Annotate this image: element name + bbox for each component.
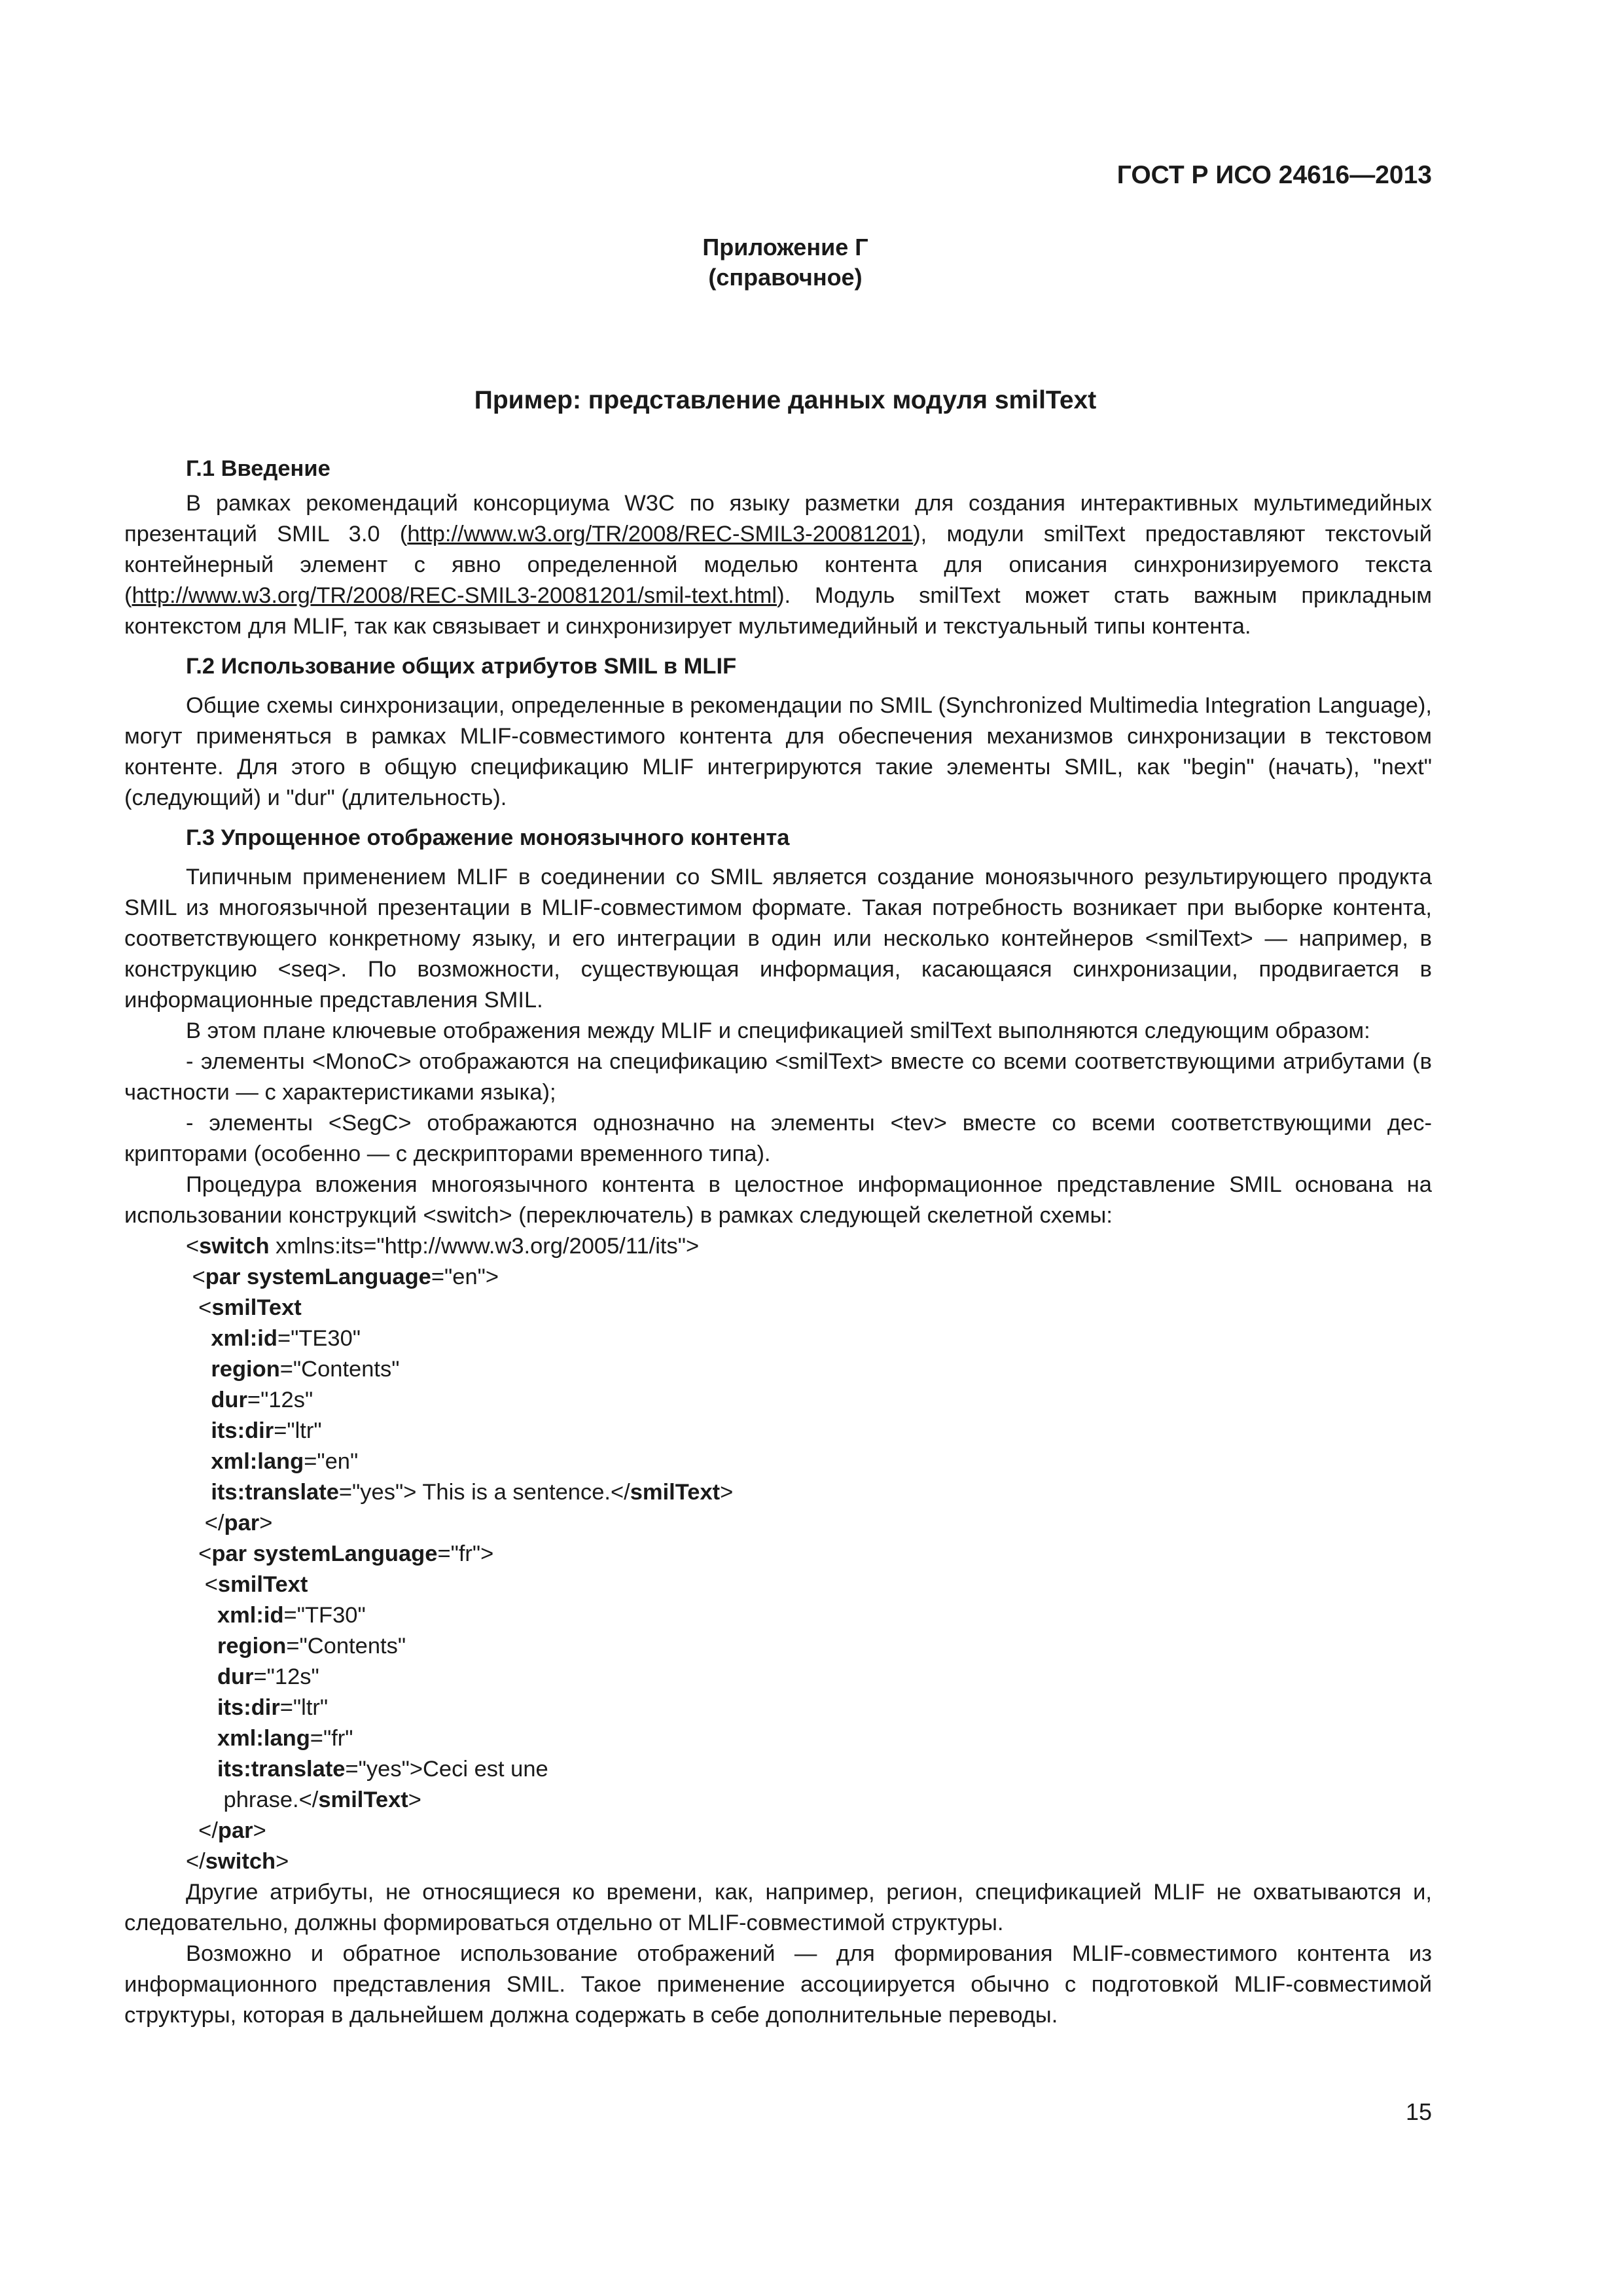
code-line: <smilText bbox=[186, 1295, 302, 1320]
standard-designation: ГОСТ Р ИСО 24616—2013 bbox=[1116, 161, 1432, 189]
code-line: region="Contents" bbox=[217, 1634, 406, 1659]
code-line: <par systemLanguage="fr"> bbox=[186, 1541, 494, 1566]
paragraph-mono-1: Типичным применением MLIF в соединении со SMIL является создание моноязычного результирующего продукта SMIL из многоязычной презентации в MLIF-совместимом формате. Такая потребность возникает при выборке контента, соответствующего конкретному языку, и его интеграции в один или несколько контейнеров <smilText> — например, в конструкцию <seq>. По возможности, существующая информация, касающаяся синхронизации, продвигается в информационные представления SMIL. bbox=[124, 865, 1432, 1013]
list-item-monoc: - элементы <MonoC> отображаются на спецификацию <smilText> вместе со всеми соответствующими атрибутами (в частности — с характеристиками языка); bbox=[124, 1049, 1432, 1105]
code-line: dur="12s" bbox=[217, 1664, 319, 1689]
page-number: 15 bbox=[1405, 2098, 1432, 2125]
code-line: </par> bbox=[186, 1818, 266, 1843]
annex-label: Приложение Г bbox=[702, 234, 868, 260]
paragraph-mono-3: Процедура вложения многоязычного контента в целостное информационное представление SMIL основана на использовании конструкций <switch> (переключатель) в рамках следующей скелетной схемы: bbox=[124, 1172, 1432, 1228]
section-heading-intro: Г.1 Введение bbox=[186, 456, 330, 481]
code-line: xml:lang="fr" bbox=[217, 1726, 353, 1751]
section-heading-attrs: Г.2 Использование общих атрибутов SMIL в MLIF bbox=[186, 654, 737, 679]
code-line: dur="12s" bbox=[211, 1388, 313, 1412]
list-item-segc: - элементы <SegC> отображаются однозначно на элементы <tev> вместе со всеми соответствующими дескрипторами (особенно — с дескрипторами временного типа). bbox=[124, 1111, 1432, 1166]
code-line: phrase.</smilText> bbox=[223, 1787, 421, 1812]
page-title: Пример: представление данных модуля smilText bbox=[474, 386, 1097, 414]
code-line: </par> bbox=[186, 1511, 273, 1535]
code-line: region="Contents" bbox=[211, 1357, 400, 1382]
code-line: xml:id="TF30" bbox=[217, 1603, 366, 1628]
paragraph-mono-5: Возможно и обратное использование отображений — для формирования MLIF-совместимого контента из информационного представления SMIL. Такое применение ассоциируется обычно с подготовкой MLIF-совместимой структуры, которая в дальнейшем должна содержать в себе дополнительные переводы. bbox=[124, 1941, 1432, 2028]
code-line: its:translate="yes">Ceci est une bbox=[217, 1757, 548, 1782]
annex-heading bbox=[668, 232, 903, 293]
annex-kind: (справочное) bbox=[708, 264, 863, 291]
code-line: its:dir="ltr" bbox=[217, 1695, 329, 1720]
smil3-link[interactable]: http://www.w3.org/TR/2008/REC-SMIL3-20081201 bbox=[407, 522, 914, 547]
paragraph-attrs: Общие схемы синхронизации, определенные в рекомендации по SMIL (Synchronized Multimedia Integration Language), могут применяться в рамках MLIF-совместимого контента для обеспечения механизмов синхронизации в текстовом контенте. Для этого в общую спецификацию MLIF интегрируются такие элементы SMIL, как "begin" (начать), "next" (следующий) и "dur" (длительность). bbox=[124, 693, 1432, 810]
code-line: <switch xmlns:its="http://www.w3.org/2005/11/its"> bbox=[186, 1234, 700, 1259]
smil-text-link[interactable]: http://www.w3.org/TR/2008/REC-SMIL3-20081201/smil-text.html bbox=[132, 583, 777, 608]
code-line: xml:id="TE30" bbox=[211, 1326, 361, 1351]
code-line: <smilText bbox=[186, 1572, 308, 1597]
code-listing bbox=[124, 1231, 1432, 1877]
code-line: its:translate="yes"> This is a sentence.</smilText> bbox=[211, 1480, 734, 1505]
text: ), модули smilText предоставляют текстоvый контейнерный элемент с явно определенной моделью контента для описания синхронизируемого текста ( bbox=[124, 522, 1432, 608]
text: В рамках рекомендаций консорциума W3C по языку разметки для создания интерактивных мультимедийных презентаций SMIL 3.0 ( bbox=[124, 491, 1432, 547]
code-line: xml:lang="en" bbox=[211, 1449, 359, 1474]
paragraph-mono-4: Другие атрибуты, не относящиеся ко времени, как, например, регион, спецификацией MLIF не охватываются и, следовательно, должны формироваться отдельно от MLIF-совместимой структуры. bbox=[124, 1880, 1432, 1935]
code-line: <par systemLanguage="en"> bbox=[186, 1265, 499, 1289]
section-heading-mono: Г.3 Упрощенное отображение моноязычного контента bbox=[186, 825, 790, 850]
paragraph-intro bbox=[124, 488, 1432, 642]
paragraph-mono-2: В этом плане ключевые отображения между MLIF и спецификацией smilText выполняются следующим образом: bbox=[186, 1018, 1370, 1043]
text: ). Модуль smilText может стать важным прикладным контекстом для MLIF, так как связывает и синхронизирует мультимедийный и текстуальный типы контента. bbox=[124, 583, 1432, 639]
document-body bbox=[124, 456, 1432, 2031]
code-line: </switch> bbox=[186, 1849, 289, 1874]
code-line: its:dir="ltr" bbox=[211, 1418, 322, 1443]
